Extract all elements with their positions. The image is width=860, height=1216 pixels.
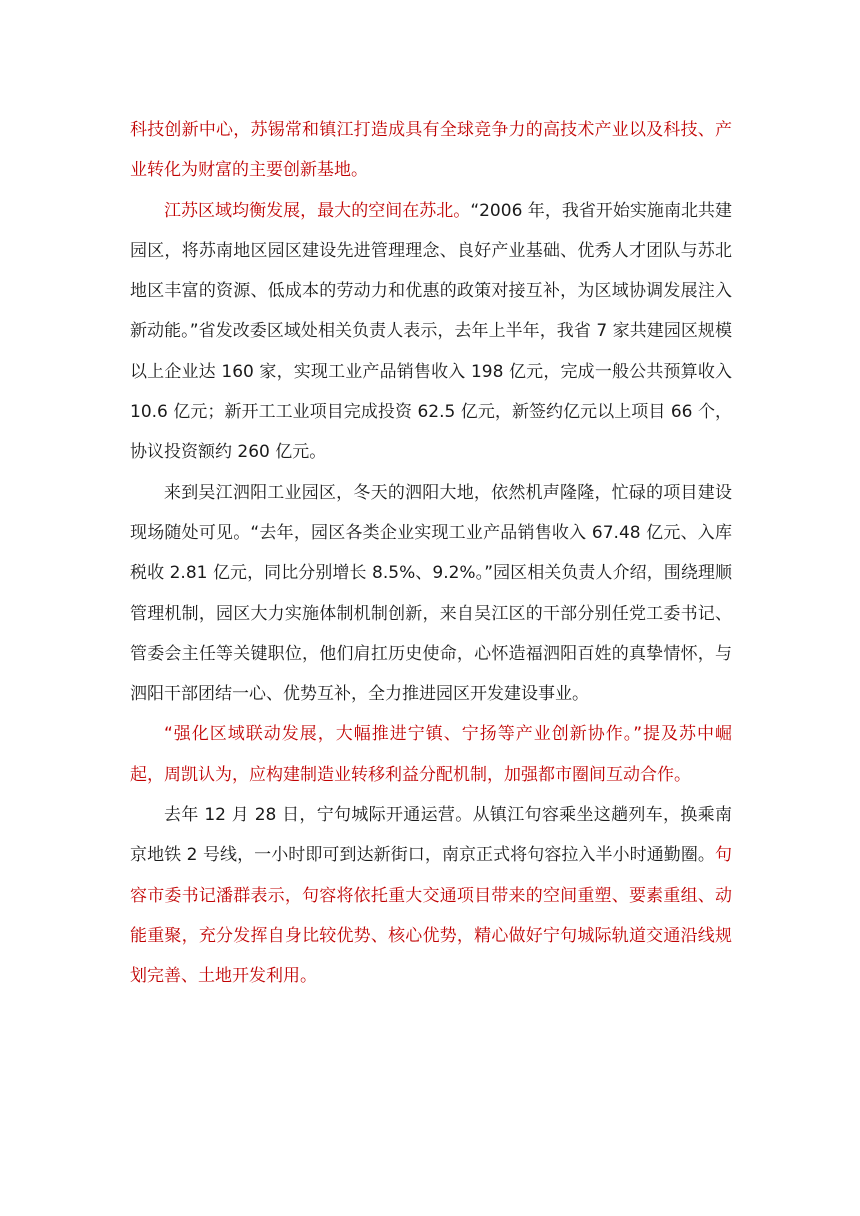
paragraph-1-red-text: 科技创新中心，苏锡常和镇江打造成具有全球竞争力的高技术产业以及科技、产业转化为财富的主要创新基地。 — [130, 120, 732, 181]
paragraph-2-red-heading: 江苏区域均衡发展，最大的空间在苏北。 — [164, 200, 471, 221]
paragraph-2-body-text: “2006 年，我省开始实施南北共建园区，将苏南地区园区建设先进管理理念、良好产业基础、优秀人才团队与苏北地区丰富的资源、低成本的劳动力和优惠的政策对接互补，为区域协调发展注入新动能。”省发改委区域处相关负责人表示，去年上半年，我省 7 家共建园区规模以上企业达 160 家，实现工业产品销售收入 198 亿元，完成一般公共预算收入 10.6 亿元；新开工工业项目完成投资 62.5 亿元，新签约亿元以上项目 66 个，协议投资额约 260 亿元。 — [130, 200, 732, 463]
paragraph-5-body-text: 去年 12 月 28 日，宁句城际开通运营。从镇江句容乘坐这趟列车，换乘南京地铁 2 号线，一小时即可到达新街口，南京正式将句容拉入半小时通勤圈。 — [130, 805, 732, 866]
paragraph-4-red-text: “强化区域联动发展，大幅推进宁镇、宁扬等产业创新协作。”提及苏中崛起，周凯认为，应构建制造业转移利益分配机制，加强都市圈间互动合作。 — [130, 724, 732, 785]
paragraph-3-body-text: 来到吴江泗阳工业园区，冬天的泗阳大地，依然机声隆隆，忙碌的项目建设现场随处可见。“去年，园区各类企业实现工业产品销售收入 67.48 亿元、入库税收 2.81 亿元，同比分别增长 8.5%、9.2%。”园区相关负责人介绍，围绕理顺管理机制，园区大力实施体制机制创新，来自吴江区的干部分别任党工委书记、管委会主任等关键职位，他们肩扛历史使命，心怀造福泗阳百姓的真挚情怀，与泗阳干部团结一心、优势互补，全力推进园区开发建设事业。 — [130, 482, 732, 705]
paragraph-5-red-text: 句容市委书记潘群表示，句容将依托重大交通项目带来的空间重塑、要素重组、动能重聚，充分发挥自身比较优势、核心优势，精心做好宁句城际轨道交通沿线规划完善、土地开发利用。 — [130, 845, 732, 987]
paragraph-4 — [130, 714, 732, 795]
paragraph-5 — [130, 795, 732, 996]
paragraph-2 — [130, 191, 732, 473]
paragraph-1 — [130, 110, 732, 191]
article-body — [130, 110, 732, 997]
paragraph-3 — [130, 473, 732, 715]
